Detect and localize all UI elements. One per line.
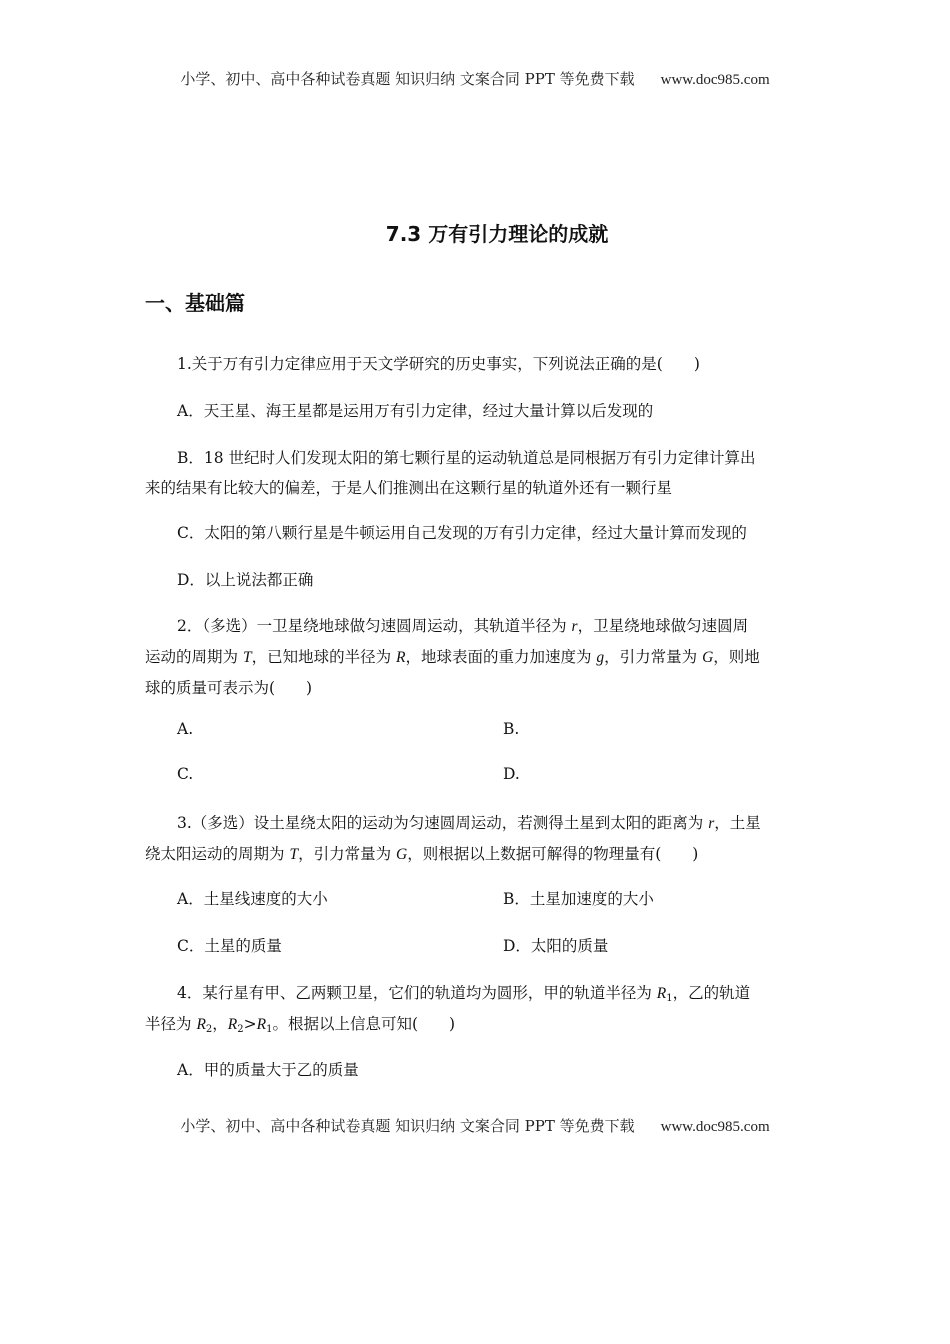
- q3-option-a: A．土星线速度的大小: [177, 890, 328, 908]
- q2-stem-line3: 球的质量可表示为( ): [145, 679, 313, 697]
- footer-text: 小学、初中、高中各种试卷真题 知识归纳 文案合同 PPT 等免费下载: [180, 1117, 635, 1135]
- q4-option-a: A．甲的质量大于乙的质量: [177, 1061, 359, 1079]
- q2-option-b: B.: [503, 720, 520, 738]
- q3-stem-line1: 3.（多选）设土星绕太阳的运动为匀速圆周运动，若测得土星到太阳的距离为 r，土星: [177, 814, 761, 832]
- q3-option-b: B．土星加速度的大小: [503, 890, 654, 908]
- q3-option-d: D．太阳的质量: [503, 937, 609, 955]
- q2-stem-line2: 运动的周期为 T，已知地球的半径为 R，地球表面的重力加速度为 g，引力常量为 G，则地: [145, 648, 760, 666]
- q2-option-c: C.: [177, 765, 194, 783]
- header-text: 小学、初中、高中各种试卷真题 知识归纳 文案合同 PPT 等免费下载: [180, 70, 635, 88]
- page-title: 7.3 万有引力理论的成就: [385, 222, 609, 246]
- q1-stem: 1.关于万有引力定律应用于天文学研究的历史事实，下列说法正确的是( ): [177, 355, 700, 373]
- q1-option-c: C．太阳的第八颗行星是牛顿运用自己发现的万有引力定律，经过大量计算而发现的: [177, 524, 747, 542]
- q1-option-b-line2: 来的结果有比较大的偏差，于是人们推测出在这颗行星的轨道外还有一颗行星: [145, 479, 673, 497]
- q2-option-a: A.: [177, 720, 194, 738]
- q3-option-c: C．土星的质量: [177, 937, 282, 955]
- header-url[interactable]: www.doc985.com: [660, 72, 770, 88]
- q4-stem-line2: 半径为 $R_2$，$R_2>R_1$。根据以上信息可知( ): [145, 1015, 456, 1035]
- q2-option-d: D.: [503, 765, 520, 783]
- footer-url[interactable]: www.doc985.com: [660, 1119, 770, 1135]
- q3-stem-line2: 绕太阳运动的周期为 T，引力常量为 G，则根据以上数据可解得的物理量有( ): [145, 845, 699, 863]
- page-footer: [0, 1115, 950, 1136]
- section-heading: 一、基础篇: [145, 291, 245, 315]
- q1-option-d: D．以上说法都正确: [177, 571, 314, 589]
- q1-option-a: A．天王星、海王星都是运用万有引力定律，经过大量计算以后发现的: [177, 402, 654, 420]
- q1-option-b-line1: B．18 世纪时人们发现太阳的第七颗行星的运动轨道总是同根据万有引力定律计算出: [177, 449, 756, 467]
- page-header: [0, 68, 950, 89]
- q2-stem-line1: 2．（多选）一卫星绕地球做匀速圆周运动，其轨道半径为 r，卫星绕地球做匀速圆周: [177, 617, 749, 635]
- q4-stem-line1: 4．某行星有甲、乙两颗卫星，它们的轨道均为圆形，甲的轨道半径为 $R_1$，乙的轨道: [177, 984, 751, 1004]
